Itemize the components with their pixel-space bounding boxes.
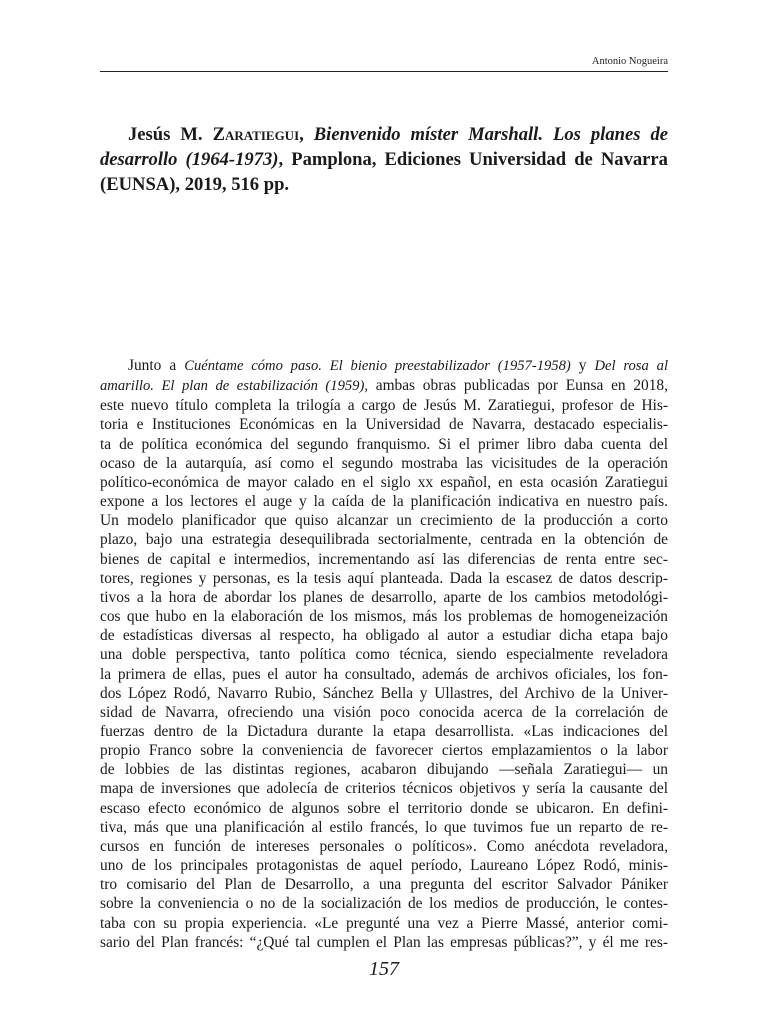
- body-line-1: [100, 356, 668, 376]
- body-line: ta de política económica del segundo franquismo. Si el primer libro daba cuenta del: [100, 435, 668, 453]
- book-title: Bienvenido míster Marshall. Los planes de desarrollo (1964-1973): [100, 124, 669, 170]
- header-rule: [100, 71, 668, 72]
- body-line: cursos en función de intereses personales o políticos». Como anécdota reveladora,: [100, 837, 668, 855]
- book-author-last: Zaratiegui: [212, 124, 300, 145]
- body-line: propio Franco sobre la conveniencia de favorecer ciertos emplazamientos o la labor: [100, 742, 668, 760]
- book-publication-details: , Pamplona, Ediciones Universidad de Navarra (EUNSA), 2019, 516 pp.: [100, 149, 668, 195]
- body-line: sario del Plan francés: “¿Qué tal cumplen el Plan las empresas públicas?”, y él me res-: [100, 933, 668, 951]
- page-number: 157: [369, 958, 399, 980]
- body-line: tro comisario del Plan de Desarrollo, a una pregunta del escritor Salvador Pániker: [100, 876, 668, 894]
- review-body: [100, 356, 668, 952]
- body-line: fuerzas dentro de la Dictadura durante la etapa desarrollista. «Las indicaciones del: [100, 722, 668, 740]
- body-line: ocaso de la autarquía, así como el segundo mostraba las vicisitudes de la operación: [100, 454, 668, 472]
- body-line: una doble perspectiva, tanto política como técnica, siendo especialmente reveladora: [100, 646, 668, 664]
- body-line: tivos a la hora de abordar los planes de desarrollo, aparte de los cambios metodológi-: [100, 588, 668, 606]
- body-line: de estadísticas diversas al respecto, ha obligado al autor a estudiar dicha etapa bajo: [100, 627, 668, 645]
- body-and: y: [570, 357, 595, 374]
- body-line: cos que hubo en la elaboración de los mismos, más los problemas de homogeneización: [100, 608, 668, 626]
- running-header-author: Antonio Nogueira: [591, 56, 668, 67]
- cited-sep: .: [318, 358, 330, 374]
- body-lines: [100, 396, 668, 952]
- body-line: plazo, bajo una estrategia desequilibrada sectorialmente, centrada en la obtención de: [100, 531, 668, 549]
- body-line: Un modelo planificador que quiso alcanzar un crecimiento de la producción a corto: [100, 512, 668, 530]
- body-line: sobre la conveniencia o no de la socialización de los medios de producción, le contes-: [100, 895, 668, 913]
- body-line: dos López Rodó, Navarro Rubio, Sánchez Bella y Ullastres, del Archivo de la Univer-: [100, 684, 668, 702]
- cited-work-3-part2: amarillo. El plan de estabilización (1959),: [100, 378, 368, 395]
- cited-work-1: Cuéntame cómo paso: [184, 358, 319, 374]
- body-line: tiva, más que una planificación al estilo francés, lo que tuvimos fue un reparto de re-: [100, 818, 668, 836]
- cited-work-2: El bienio preestabilizador (1957-1958): [329, 358, 571, 374]
- body-line-2: [100, 376, 668, 396]
- body-line: taba con su propia experiencia. «Le pregunté una vez a Pierre Massé, anterior comi-: [100, 914, 668, 932]
- body-line: tores, regiones y personas, es la tesis aquí planteada. Dada la escasez de datos descrip-: [100, 569, 668, 587]
- cited-work-3-part1: Del rosa al: [594, 358, 669, 374]
- body-line: toria e Instituciones Económicas en la Universidad de Navarra, destacado especialis-: [100, 416, 668, 434]
- body-line: expone a los lectores el auge y la caída de la planificación indicativa en nuestro país.: [100, 493, 668, 511]
- body-line: bienes de capital e intermedios, incrementando así las diferencias de renta entre sec-: [100, 550, 668, 568]
- body-intro: Junto a: [128, 357, 185, 374]
- book-sep: ,: [299, 124, 314, 145]
- body-line: la primera de ellas, pues el autor ha consultado, además de archivos oficiales, los fon-: [100, 665, 668, 683]
- body-line: mapa de inversiones que adolecía de criterios técnicos objetivos y sería la causante del: [100, 780, 668, 798]
- body-line: de lobbies de las distintas regiones, acabaron dibujando —señala Zaratiegui— un: [100, 761, 668, 779]
- book-reference: [100, 122, 668, 197]
- body-line: este nuevo título completa la trilogía a cargo de Jesús M. Zaratiegui, profesor de His-: [100, 397, 668, 415]
- book-author-first: Jesús M.: [128, 124, 213, 145]
- body-line: uno de los principales protagonistas de aquel período, Laureano López Rodó, minis-: [100, 857, 668, 875]
- body-line: político-económica de mayor calado en el siglo xx español, en esta ocasión Zaratiegui: [100, 473, 668, 491]
- body-line: sidad de Navarra, ofreciendo una visión poco conocida acerca de la correlación de: [100, 703, 668, 721]
- body-line: escaso efecto económico de algunos sobre el territorio donde se ubicaron. En defini-: [100, 799, 668, 817]
- body-line-2-rest: ambas obras publicadas por Eunsa en 2018,: [367, 377, 668, 395]
